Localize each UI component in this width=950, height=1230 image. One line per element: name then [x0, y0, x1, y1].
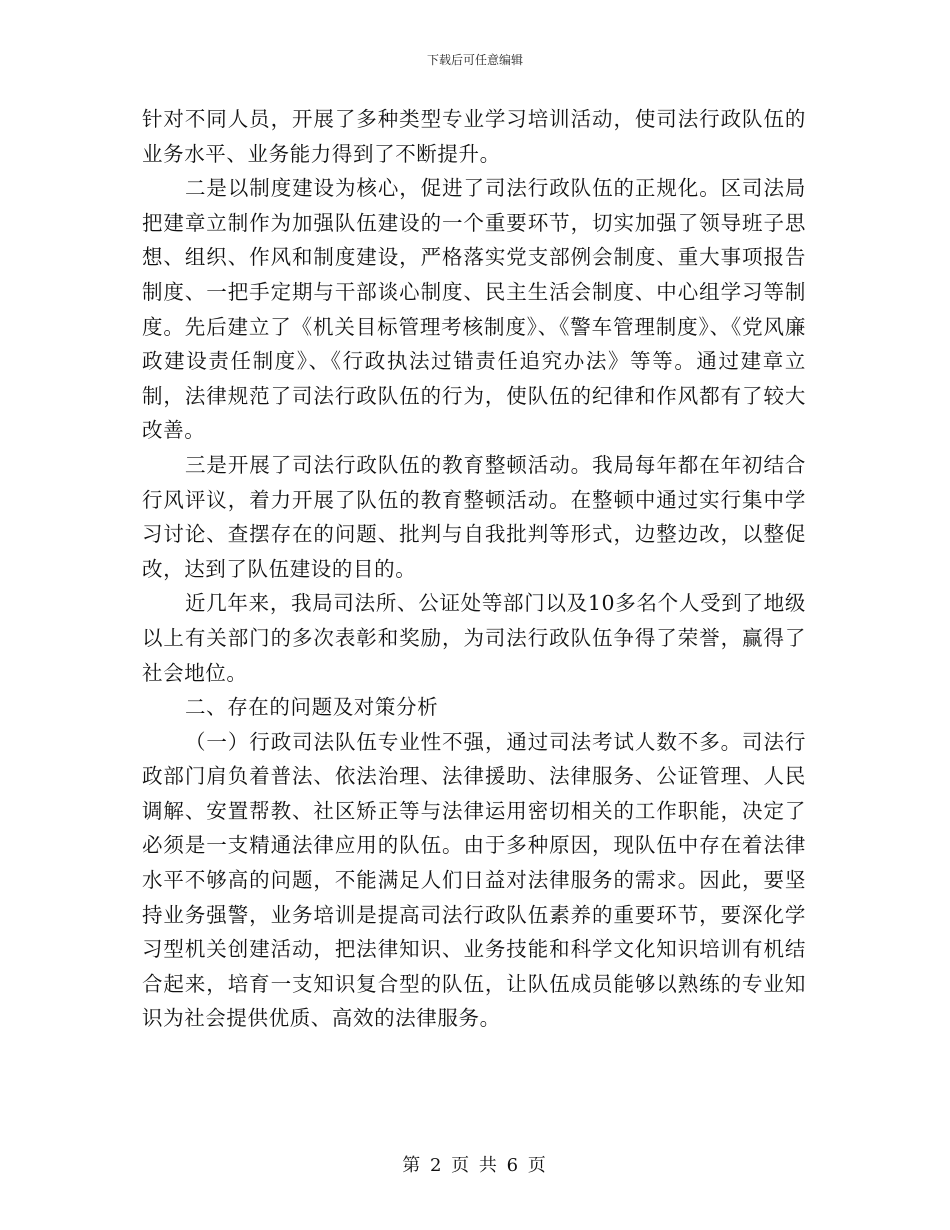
- paragraph-institution-building: 二是以制度建设为核心，促进了司法行政队伍的正规化。区司法局把建章立制作为加强队伍建设的一个重要环节，切实加强了领导班子思想、组织、作风和制度建设，严格落实党支部例会制度、重大事项报告制度、一把手定期与干部谈心制度、民主生活会制度、中心组学习等制度。先后建立了《机关目标管理考核制度》、《警车管理制度》、《党风廉政建设责任制度》、《行政执法过错责任追究办法》等等。通过建章立制，法律规范了司法行政队伍的行为，使队伍的纪律和作风都有了较大改善。: [142, 176, 806, 443]
- paragraph-continuation: 针对不同人员，开展了多种类型专业学习培训活动，使司法行政队伍的业务水平、业务能力得到了不断提升。: [142, 107, 806, 166]
- document-body: [142, 102, 806, 1036]
- page-header: 下载后可任意编辑: [426, 53, 523, 67]
- section-heading-problems: 二、存在的问题及对策分析: [185, 695, 439, 720]
- paragraph-professionalism: （一）行政司法队伍专业性不强，通过司法考试人数不多。司法行政部门肩负着普法、依法治理、法律援助、法律服务、公证管理、人民调解、安置帮教、社区矫正等与法律运用密切相关的工作职能，决定了必须是一支精通法律应用的队伍。由于多种原因，现队伍中存在着法律水平不够高的问题，不能满足人们日益对法律服务的需求。因此，要坚持业务强警，业务培训是提高司法行政队伍素养的重要环节，要深化学习型机关创建活动，把法律知识、业务技能和科学文化知识培训有机结合起来，培育一支知识复合型的队伍，让队伍成员能够以熟练的专业知识为社会提供优质、高效的法律服务。: [142, 729, 806, 1031]
- paragraph-education-rectification: 三是开展了司法行政队伍的教育整顿活动。我局每年都在年初结合行风评议，着力开展了队伍的教育整顿活动。在整顿中通过实行集中学习讨论、查摆存在的问题、批判与自我批判等形式，边整边改，以整促改，达到了队伍建设的目的。: [142, 452, 806, 581]
- paragraph-commendations: 近几年来，我局司法所、公证处等部门以及10多名个人受到了地级以上有关部门的多次表彰和奖励，为司法行政队伍争得了荣誉，赢得了社会地位。: [142, 591, 806, 685]
- page-footer: 第 2 页 共 6 页: [402, 1155, 548, 1176]
